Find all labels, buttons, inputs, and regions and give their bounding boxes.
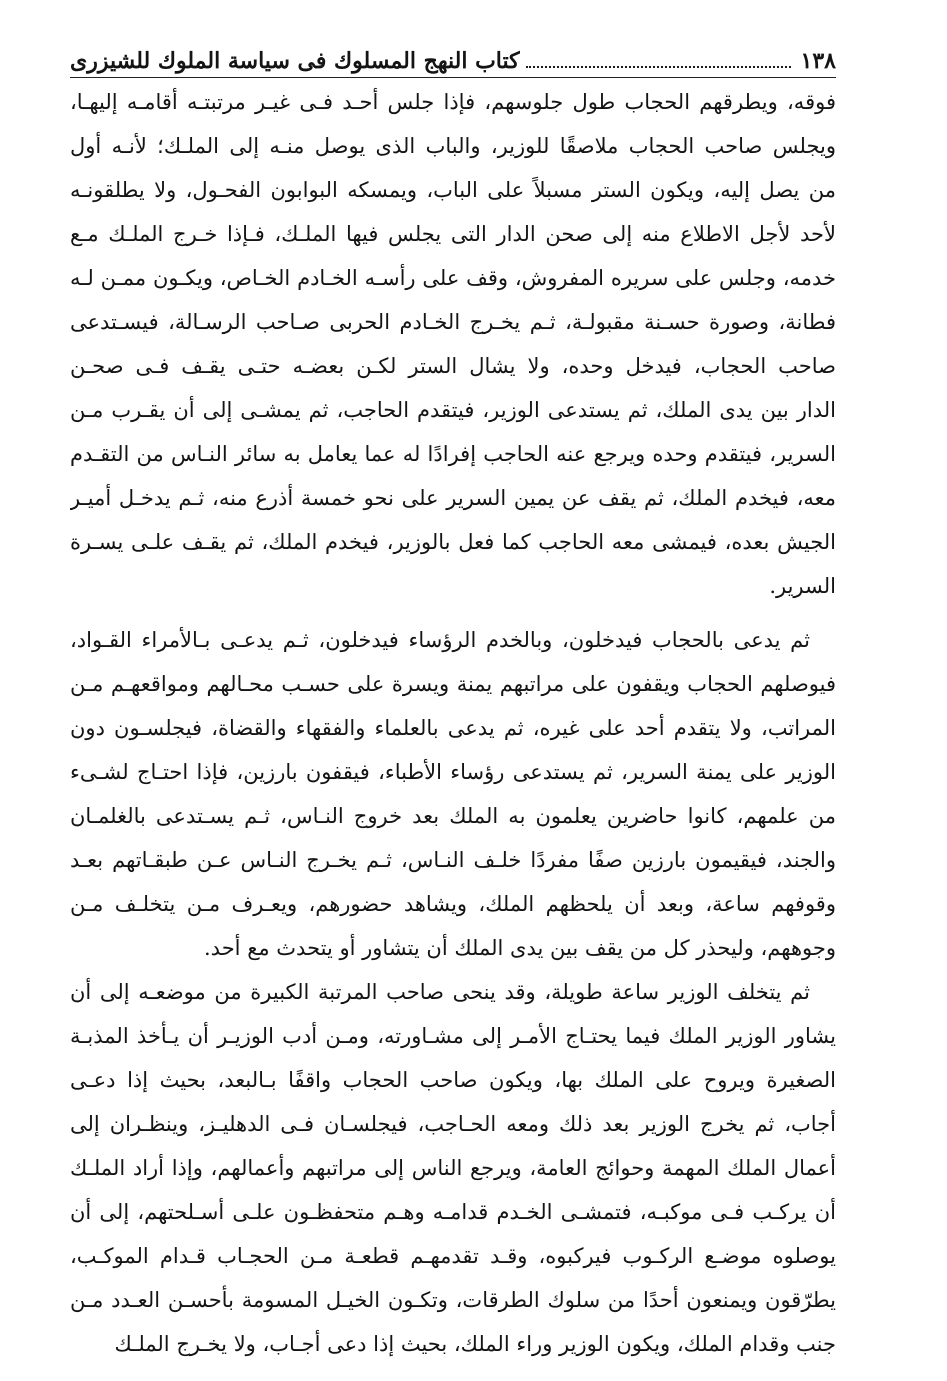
body-text bbox=[70, 80, 836, 1366]
text-line: وقوفهم ساعة، وبعد أن يلحظهم الملك، ويشاهد حضورهم، ويعـرف مـن يتخلـف مـن bbox=[70, 892, 836, 916]
text-line: ثم يتخلف الوزير ساعة طويلة، وقد ينحى صاحب المرتبة الكبيرة من موضعـه إلى أن bbox=[70, 980, 810, 1004]
paragraph bbox=[70, 80, 836, 608]
header-dot-leader bbox=[526, 64, 791, 68]
text-line: ويجلس صاحب الحجاب ملاصقًا للوزير، والباب الذى يوصل منـه إلى الملـك؛ لأنـه أول bbox=[70, 134, 836, 158]
text-line: المراتب، ولا يتقدم أحد على غيره، ثم يدعى بالعلماء والفقهاء والقضاة، فيجلسـون دون bbox=[70, 716, 836, 740]
text-line: الدار بين يدى الملك، ثم يستدعى الوزير، فيتقدم الحاجب، ثم يمشـى إلى أن يقـرب مـن bbox=[70, 398, 836, 422]
text-line: الوزير على يمنة السرير، ثم يستدعى رؤساء الأطباء، فيقفون بارزين، فإذا احتـاج لشـىء bbox=[70, 760, 836, 784]
text-line: السرير، فيتقدم وحده ويرجع عنه الحاجب إفرادًا له عما يعامل به سائر النـاس من التقـدم bbox=[70, 442, 836, 466]
text-line: فوقه، ويطرقهم الحجاب طول جلوسهم، فإذا جلس أحـد فـى غيـر مرتبتـه أقامـه إليهـا، bbox=[70, 90, 836, 114]
text-line: لأحد لأجل الاطلاع منه إلى صحن الدار التى يجلس فيها الملـك، فـإذا خـرج الملـك مـع bbox=[70, 222, 836, 246]
text-line: أن يركـب فـى موكبـه، فتمشـى الخـدم قدامـه وهـم متحفظـون علـى أسـلحتهم، إلى أن bbox=[70, 1200, 836, 1224]
text-line: معه، فيخدم الملك، ثم يقف عن يمين السرير على نحو خمسة أذرع منه، ثـم يدخـل أميـر bbox=[70, 486, 836, 510]
page-number: ١٣٨ bbox=[800, 48, 836, 74]
text-line: يطرّقون ويمنعون أحدًا من سلوك الطرقات، وتكـون الخيـل المسومة بأحسـن العـدد مـن bbox=[70, 1288, 836, 1312]
text-line: فيوصلهم الحجاب ويقفون على مراتبهم يمنة ويسرة على حسـب محـالهم ومواقعهـم مـن bbox=[70, 672, 836, 696]
text-line: يشاور الوزير الملك فيما يحتـاج الأمـر إلى مشـاورته، ومـن أدب الوزيـر أن يـأخذ المذبـة bbox=[70, 1024, 836, 1048]
text-line: صاحب الحجاب، فيدخل وحده، ولا يشال الستر لكـن بعضـه حتـى يقـف فـى صحـن bbox=[70, 354, 836, 378]
text-line: من علمهم، كانوا حاضرين يعلمون به الملك بعد خروج النـاس، ثـم يسـتدعى بالغلمـان bbox=[70, 804, 836, 828]
header-rule bbox=[70, 77, 836, 78]
text-line: الصغيرة ويروح على الملك بها، ويكون صاحب الحجاب واقفًا بـالبعد، بحيث إذا دعـى bbox=[70, 1068, 836, 1092]
text-line: جنب وقدام الملك، ويكون الوزير وراء الملك، بحيث إذا دعى أجـاب، ولا يخـرج الملـك bbox=[114, 1332, 836, 1356]
text-line: الجيش بعده، فيمشى معه الحاجب كما فعل بالوزير، فيخدم الملك، ثم يقـف علـى يسـرة bbox=[70, 530, 836, 554]
page-header bbox=[70, 34, 836, 78]
text-line: ثم يدعى بالحجاب فيدخلون، وبالخدم الرؤساء فيدخلون، ثـم يدعـى بـالأمراء القـواد، bbox=[70, 628, 810, 652]
paragraph bbox=[70, 970, 836, 1366]
text-line: أعمال الملك المهمة وحوائج العامة، ويرجع الناس إلى مراتبهم وأعمالهم، وإذا أراد الملـك bbox=[70, 1156, 836, 1180]
text-line: خدمه، وجلس على سريره المفروش، وقف على رأسـه الخـادم الخـاص، ويكـون ممـن لـه bbox=[70, 266, 836, 290]
text-line: أجاب، ثم يخرج الوزير بعد ذلك ومعه الحـاجب، فيجلسـان فـى الدهليـز، وينظـران إلى bbox=[70, 1112, 836, 1136]
text-line: من يصل إليه، ويكون الستر مسبلاً على الباب، ويمسكه البوابون الفحـول، ولا يطلقونـه bbox=[70, 178, 836, 202]
text-line: والجند، فيقيمون بارزين صفًا مفردًا خلـف النـاس، ثـم يخـرج النـاس عـن طبقـاتهم بعـد bbox=[70, 848, 836, 872]
running-title: كتاب النهج المسلوك فى سياسة الملوك للشيزرى bbox=[70, 48, 520, 74]
text-line: السرير. bbox=[769, 574, 836, 598]
paragraph bbox=[70, 618, 836, 970]
text-line: يوصلوه موضـع الركـوب فيركبوه، وقـد تقدمهـم قطعـة مـن الحجـاب قـدام الموكـب، bbox=[70, 1244, 836, 1268]
text-line: فطانة، وصورة حسـنة مقبولـة، ثـم يخـرج الخـادم الحربى صـاحب الرسـالة، فيسـتدعى bbox=[70, 310, 836, 334]
paragraph-gap bbox=[70, 608, 836, 618]
text-line: وجوههم، وليحذر كل من يقف بين يدى الملك أن يتشاور أو يتحدث مع أحد. bbox=[204, 936, 836, 960]
